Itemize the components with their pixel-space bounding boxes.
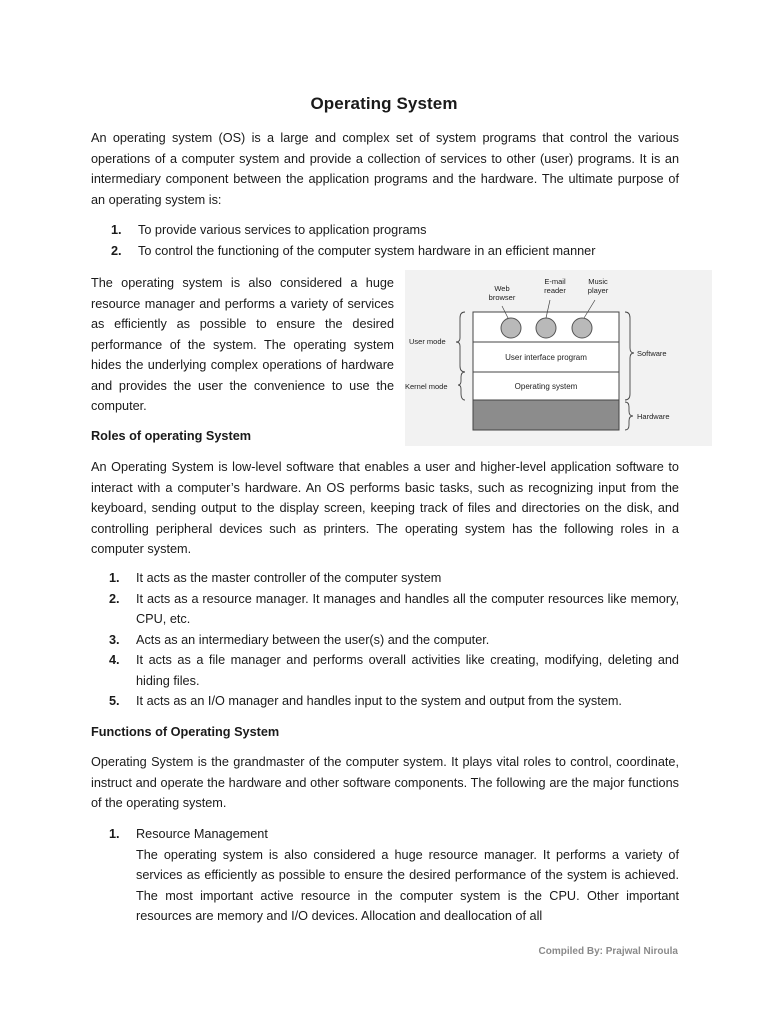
list-item: 1. Resource Management The operating system is also considered a huge resource manager. It performs a variety of services as efficiently as possible to ensure the desired performance of the system is achieved. The most important active resource in the computer system is the CPU. Other important resources are memory and I/O devices. Allocation and deallocation of all xyxy=(136,824,679,927)
resource-manager-paragraph: The operating system is also considered a huge resource manager and performs a variety of services as efficiently as possible to ensure the desired performance of the system. The operating system hides the underlying complex operations of hardware and provides the user the convenience to use the computer. xyxy=(91,276,394,413)
roles-list xyxy=(109,568,679,712)
functions-list xyxy=(109,824,679,927)
email-reader-label: E-mail reader xyxy=(544,277,566,295)
list-item: 2. To control the functioning of the computer system hardware in an efficient manner xyxy=(111,243,596,258)
functions-intro-paragraph: Operating System is the grandmaster of the computer system. It plays vital roles to control, coordinate, instruct and operate the hardware and other software components. The following are the major functions of the operating system. xyxy=(91,755,679,810)
footer-credit: Compiled By: Prajwal Niroula xyxy=(538,946,678,957)
list-item: 1. To provide various services to application programs xyxy=(111,223,427,237)
kernel-mode-label: Kernel mode xyxy=(405,382,448,391)
software-label: Software xyxy=(637,349,667,358)
os-layer-label: Operating system xyxy=(514,382,578,391)
list-item: 4. It acts as a file manager and performs overall activities like creating, modifying, deleting and hiding files. xyxy=(109,653,679,688)
list-item: 1. It acts as the master controller of the computer system xyxy=(109,571,442,585)
os-layer-diagram xyxy=(405,270,712,446)
user-mode-label: User mode xyxy=(409,337,446,346)
music-player-label: Music player xyxy=(587,277,609,295)
hardware-label: Hardware xyxy=(637,412,670,421)
functions-heading: Functions of Operating System xyxy=(91,725,280,739)
web-browser-label: Web browser xyxy=(488,284,516,302)
intro-paragraph: An operating system (OS) is a large and complex set of system programs that control the various operations of a computer system and provide a collection of services to other (user) programs. It is an intermediary component between the application programs and the hardware. The ultimate purpose of an operating system is: xyxy=(91,131,679,207)
roles-intro-paragraph: An Operating System is low-level software that enables a user and higher-level application software to interact with a computer’s hardware. An OS performs basic tasks, such as recognizing input from the keyboard, sending output to the display screen, keeping track of files and directories on the disk, and controlling peripheral devices such as printers. The operating system has the following roles in a computer system. xyxy=(91,460,679,556)
function-description: The operating system is also considered a huge resource manager. It performs a variety of services as efficiently as possible to ensure the desired performance of the system is achieved. The most important active resource in the computer system is the CPU. Other important resources are memory and I/O devices. Allocation and deallocation of all xyxy=(136,847,679,923)
list-item: 2. It acts as a resource manager. It manages and handles all the computer resources like memory, CPU, etc. xyxy=(109,591,679,626)
roles-heading: Roles of operating System xyxy=(91,429,252,443)
email-reader-circle xyxy=(536,318,556,338)
function-title: Resource Management xyxy=(136,827,268,841)
list-item: 3. Acts as an intermediary between the user(s) and the computer. xyxy=(109,632,490,647)
web-browser-circle xyxy=(501,318,521,338)
ui-program-label: User interface program xyxy=(505,353,587,362)
list-item: 5. It acts as an I/O manager and handles input to the system and output from the system. xyxy=(109,694,622,708)
page-title: Operating System xyxy=(310,94,458,113)
music-player-circle xyxy=(572,318,592,338)
purpose-list xyxy=(111,220,679,261)
hardware-block xyxy=(473,400,619,430)
